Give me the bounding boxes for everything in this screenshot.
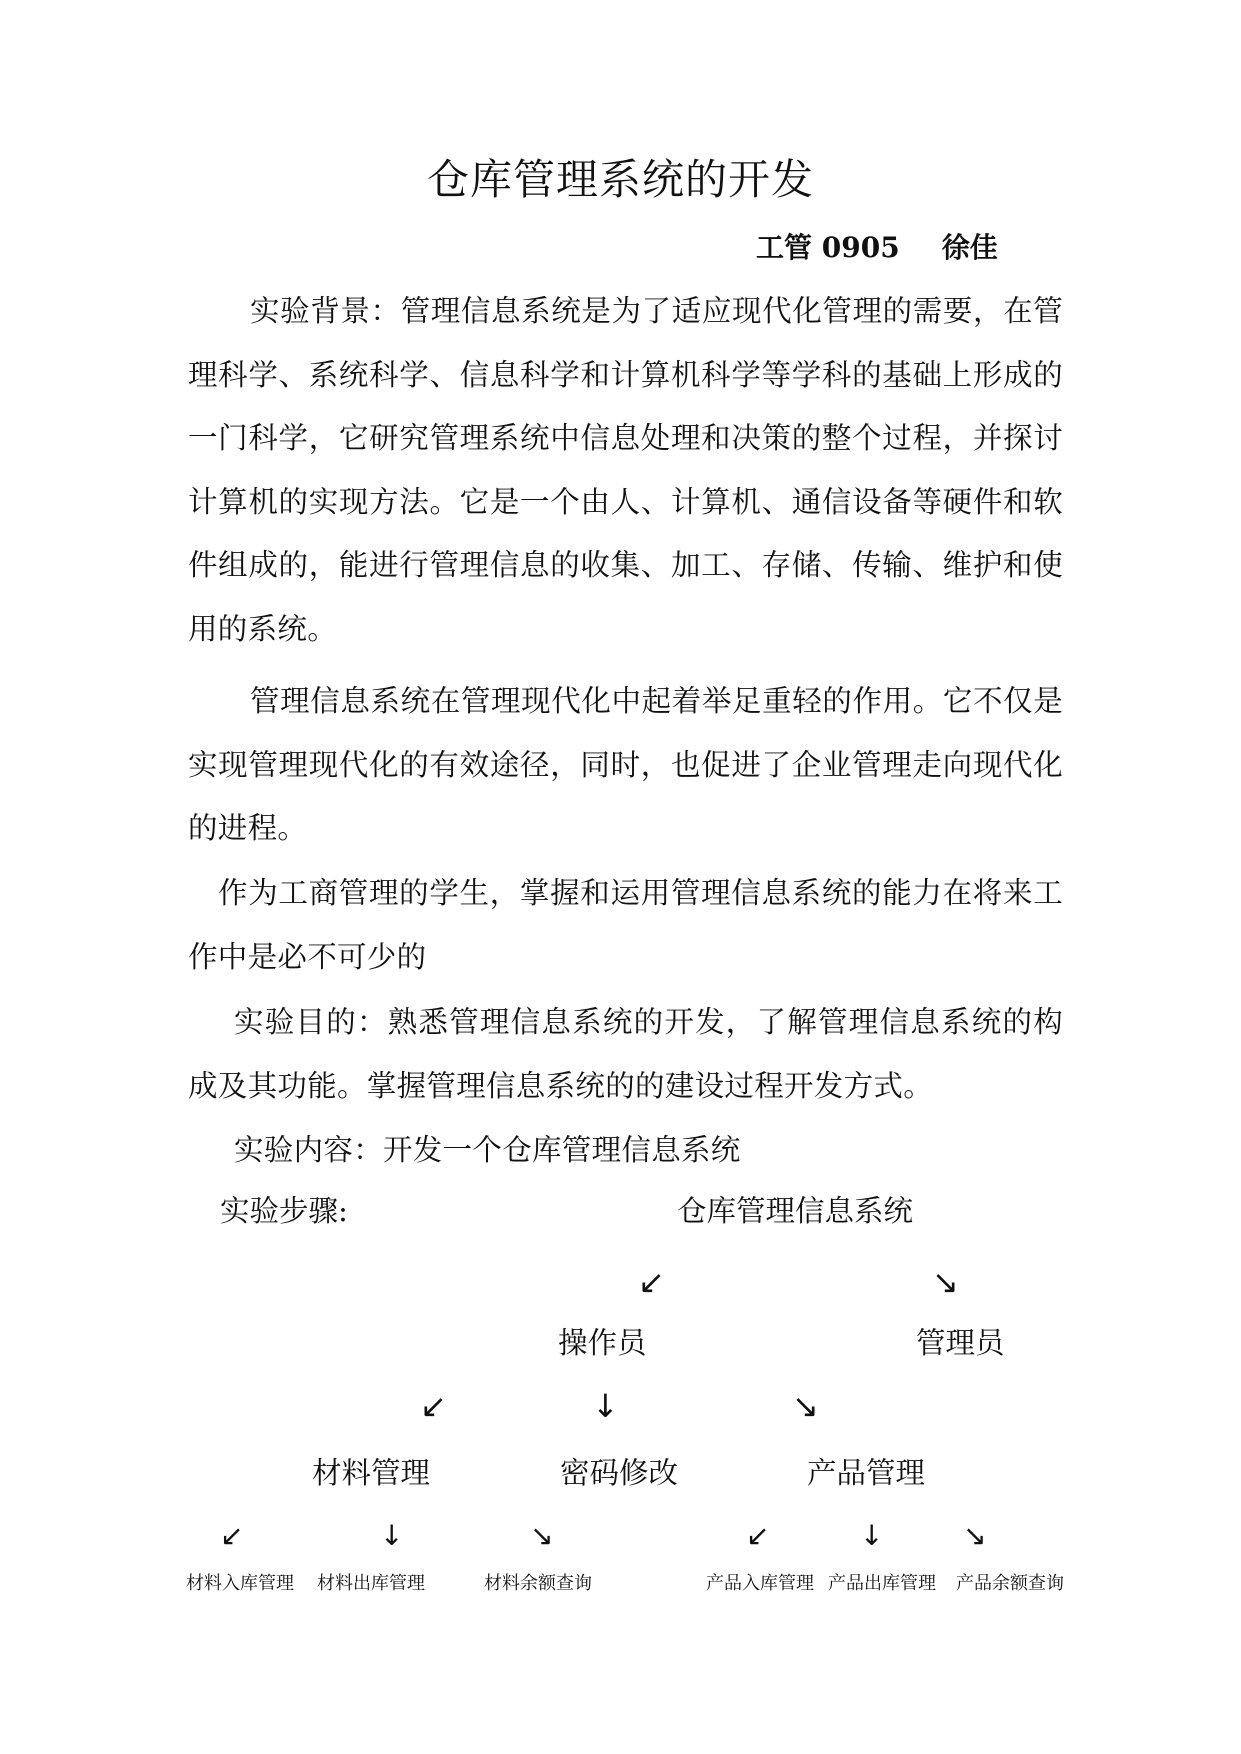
arrow-operator-to-product: ↘ <box>792 1387 819 1425</box>
author-line <box>756 228 998 268</box>
arrow-material-to-balance: ↘ <box>530 1519 554 1552</box>
arrow-material-to-out: ↓ <box>380 1519 404 1552</box>
document-title: 仓库管理系统的开发 <box>426 155 814 204</box>
author-class: 工管 0905 <box>756 231 900 264</box>
author-name: 徐佳 <box>941 231 998 264</box>
arrow-operator-to-material: ↙ <box>420 1387 447 1425</box>
tree-leaf-product-out: 产品出库管理 <box>828 1573 936 1594</box>
tree-node-password: 密码修改 <box>560 1456 679 1490</box>
arrow-product-to-balance: ↘ <box>963 1519 987 1552</box>
tree-node-product: 产品管理 <box>807 1456 926 1490</box>
tree-node-operator: 操作员 <box>558 1326 647 1360</box>
arrow-operator-to-password: ↓ <box>592 1387 619 1425</box>
paragraph-role: 管理信息系统在管理现代化中起着举足重轻的作用。它不仅是实现管理现代化的有效途径，同时，也促进了企业管理走向现代化的进程。 <box>188 684 1063 845</box>
arrow-root-to-operator: ↙ <box>638 1263 665 1301</box>
tree-leaf-material-balance: 材料余额查询 <box>484 1573 592 1594</box>
paragraph-background: 实验背景：管理信息系统是为了适应现代化管理的需要，在管理科学、系统科学、信息科学和计算机科学等学科的基础上形成的一门科学，它研究管理系统中信息处理和决策的整个过程，并探讨计算机的实现方法。它是一个由人、计算机、通信设备等硬件和软件组成的，能进行管理信息的收集、加工、存储、传输、维护和使用的系统。 <box>188 294 1063 646</box>
arrow-root-to-admin: ↘ <box>932 1263 959 1301</box>
arrow-product-to-out: ↓ <box>860 1519 884 1552</box>
arrow-product-to-in: ↙ <box>746 1519 770 1552</box>
paragraph-purpose: 实验目的：熟悉管理信息系统的开发，了解管理信息系统的构成及其功能。掌握管理信息系统的的建设过程开发方式。 <box>188 1005 1063 1103</box>
tree-leaf-material-out: 材料出库管理 <box>317 1573 425 1594</box>
tree-leaf-product-balance: 产品余额查询 <box>956 1573 1064 1594</box>
tree-root: 仓库管理信息系统 <box>677 1194 914 1228</box>
paragraph-content: 实验内容：开发一个仓库管理信息系统 <box>234 1133 741 1167</box>
tree-leaf-material-in: 材料入库管理 <box>186 1573 294 1594</box>
tree-node-material: 材料管理 <box>312 1456 431 1490</box>
tree-node-admin: 管理员 <box>916 1326 1005 1360</box>
arrow-material-to-in: ↙ <box>220 1519 244 1552</box>
paragraph-student: 作为工商管理的学生，掌握和运用管理信息系统的能力在将来工作中是必不可少的 <box>188 876 1063 974</box>
tree-leaf-product-in: 产品入库管理 <box>706 1573 814 1594</box>
steps-label: 实验步骤: <box>220 1194 348 1228</box>
